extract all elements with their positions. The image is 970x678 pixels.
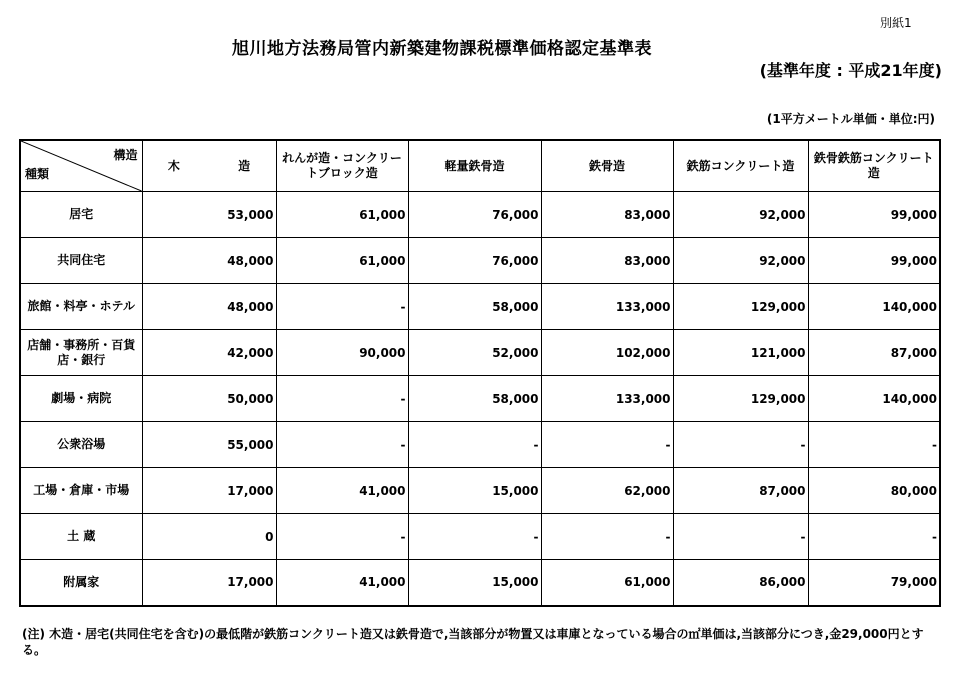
price-cell: 129,000 [673,376,808,422]
row-category-cell: 旅館・料亭・ホテル [20,284,142,330]
footnote: (注) 木造・居宅(共同住宅を含む)の最低階が鉄筋コンクリート造又は鉄骨造で,当該部分が物置又は車庫となっている場合の㎡単価は,当該部分につき,金29,000円とする。 [22,627,924,657]
row-category-cell: 劇場・病院 [20,376,142,422]
table-row [20,468,940,514]
column-header-rc: 鉄筋コンクリート造 [673,140,808,192]
price-cell: 140,000 [808,376,940,422]
row-category-cell: 附属家 [20,560,142,606]
price-cell: 102,000 [541,330,673,376]
price-cell: 48,000 [142,284,276,330]
price-cell: 62,000 [541,468,673,514]
price-cell: - [276,422,408,468]
price-cell: 0 [142,514,276,560]
price-cell: 87,000 [808,330,940,376]
price-cell: 61,000 [276,238,408,284]
base-year-label: (基準年度 : 平成21年度) [759,61,942,80]
column-header-src: 鉄骨鉄筋コンクリート造 [808,140,940,192]
price-cell: 15,000 [408,468,541,514]
row-category-cell: 店舗・事務所・百貨店・銀行 [20,330,142,376]
price-cell: 17,000 [142,468,276,514]
price-cell: 61,000 [276,192,408,238]
price-cell: - [408,422,541,468]
price-cell: 55,000 [142,422,276,468]
price-cell: 50,000 [142,376,276,422]
row-category-cell: 共同住宅 [20,238,142,284]
price-cell: - [276,284,408,330]
price-cell: 41,000 [276,560,408,606]
column-header-steel: 鉄骨造 [541,140,673,192]
price-cell: 61,000 [541,560,673,606]
price-cell: 41,000 [276,468,408,514]
price-cell: 86,000 [673,560,808,606]
unit-label: (1平方メートル単価・単位:円) [766,112,935,126]
price-cell: 133,000 [541,376,673,422]
price-table [19,139,941,607]
price-cell: 87,000 [673,468,808,514]
price-cell: 80,000 [808,468,940,514]
price-cell: 42,000 [142,330,276,376]
price-cell: - [408,514,541,560]
price-cell: 92,000 [673,238,808,284]
price-cell: 58,000 [408,376,541,422]
price-cell: 76,000 [408,238,541,284]
column-header-brick-block: れんが造・コンクリートブロック造 [276,140,408,192]
price-cell: - [541,514,673,560]
price-cell: 76,000 [408,192,541,238]
table-row [20,560,940,606]
price-cell: 90,000 [276,330,408,376]
price-cell: - [808,422,940,468]
table-row [20,238,940,284]
header-row [20,140,940,192]
price-cell: - [541,422,673,468]
row-category-cell: 公衆浴場 [20,422,142,468]
price-cell: 99,000 [808,238,940,284]
price-cell: 140,000 [808,284,940,330]
price-cell: 99,000 [808,192,940,238]
price-cell: - [276,376,408,422]
price-cell: 83,000 [541,192,673,238]
price-cell: 53,000 [142,192,276,238]
price-cell: 121,000 [673,330,808,376]
corner-cell [20,140,142,192]
column-header-wood: 木 造 [142,140,276,192]
column-header-light-steel: 軽量鉄骨造 [408,140,541,192]
row-category-cell: 土 蔵 [20,514,142,560]
corner-structure-label: 構造 [113,148,138,162]
table-row [20,422,940,468]
price-cell: - [808,514,940,560]
corner-type-label: 種類 [25,167,50,181]
price-cell: 133,000 [541,284,673,330]
table-row [20,376,940,422]
price-cell: - [673,514,808,560]
annex-label: 別紙1 [880,16,912,30]
price-cell: 17,000 [142,560,276,606]
price-cell: 129,000 [673,284,808,330]
document-title: 旭川地方法務局管内新築建物課税標準価格認定基準表 [232,39,652,59]
table-row [20,284,940,330]
row-category-cell: 居宅 [20,192,142,238]
table-row [20,514,940,560]
price-cell: - [276,514,408,560]
price-cell: 52,000 [408,330,541,376]
table-row [20,330,940,376]
price-cell: 83,000 [541,238,673,284]
price-cell: 58,000 [408,284,541,330]
price-cell: 92,000 [673,192,808,238]
price-cell: 48,000 [142,238,276,284]
row-category-cell: 工場・倉庫・市場 [20,468,142,514]
price-cell: 15,000 [408,560,541,606]
price-cell: - [673,422,808,468]
price-cell: 79,000 [808,560,940,606]
table-row [20,192,940,238]
